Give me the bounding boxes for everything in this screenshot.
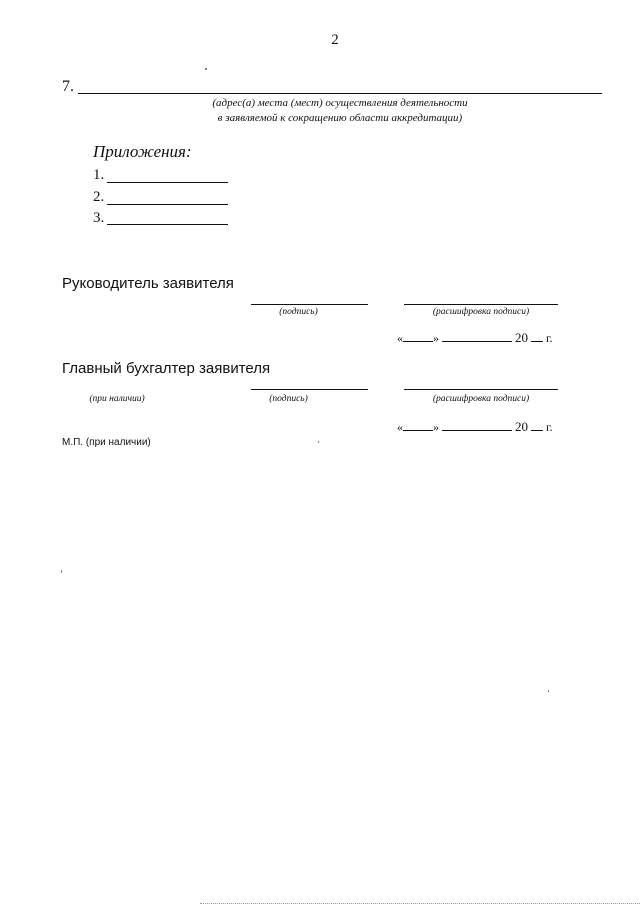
accountant-signature-caption: (подпись): [269, 394, 308, 404]
head-decode-caption: (расшифровка подписи): [432, 307, 530, 317]
accountant-date-day-blank[interactable]: [403, 430, 433, 431]
attachments-title: Приложения:: [93, 142, 192, 161]
head-date-month-blank[interactable]: [442, 341, 512, 342]
accountant-decode-caption: (расшифровка подписи): [432, 394, 530, 404]
accountant-signature-line[interactable]: [251, 389, 368, 390]
attachment-3-blank-line[interactable]: [107, 224, 228, 225]
scan-bottom-edge: [200, 903, 640, 904]
scan-speck: [61, 570, 62, 573]
accountant-date-year-prefix: 20: [515, 419, 528, 434]
attachment-1-blank-line[interactable]: [107, 182, 228, 183]
accountant-date-year-suffix: г.: [546, 420, 553, 434]
accountant-presence-note: (при наличии): [89, 394, 145, 404]
head-signature-caption: (подпись): [279, 307, 318, 317]
accountant-date-year-blank[interactable]: [531, 430, 543, 431]
accountant-date-line: [397, 419, 553, 435]
item-7-blank-line[interactable]: [78, 93, 602, 94]
scan-speck: [318, 441, 319, 443]
head-signature-line[interactable]: [251, 304, 368, 305]
head-date-day-blank[interactable]: [403, 341, 433, 342]
accountant-date-close-quote: »: [433, 420, 439, 434]
attachment-2-blank-line[interactable]: [107, 204, 228, 205]
item-7-caption-line-2: в заявляемой к сокращению области аккредитации): [217, 112, 463, 124]
head-decode-line[interactable]: [404, 304, 558, 305]
head-title: Руководитель заявителя: [62, 275, 234, 292]
accountant-title: Главный бухгалтер заявителя: [62, 360, 271, 377]
head-date-year-prefix: 20: [515, 330, 528, 345]
head-date-line: [397, 330, 553, 346]
attachment-1-number: 1.: [93, 167, 105, 183]
scan-speck: [548, 690, 549, 692]
accountant-date-open-quote: «: [397, 420, 403, 434]
item-7-caption-line-1: (адрес(а) места (мест) осуществления деятельности: [212, 97, 468, 109]
head-date-year-suffix: г.: [546, 331, 553, 345]
head-date-year-blank[interactable]: [531, 341, 543, 342]
head-date-close-quote: »: [433, 331, 439, 345]
stamp-place-label: М.П. (при наличии): [62, 437, 151, 448]
item-7-number: 7.: [62, 78, 74, 95]
head-date-open-quote: «: [397, 331, 403, 345]
accountant-decode-line[interactable]: [404, 389, 558, 390]
page-number: 2: [331, 32, 339, 48]
item-7-caption: [150, 96, 530, 126]
accountant-date-month-blank[interactable]: [442, 430, 512, 431]
attachment-3-number: 3.: [93, 210, 105, 226]
scan-speck: [205, 68, 207, 70]
attachment-2-number: 2.: [93, 189, 105, 205]
